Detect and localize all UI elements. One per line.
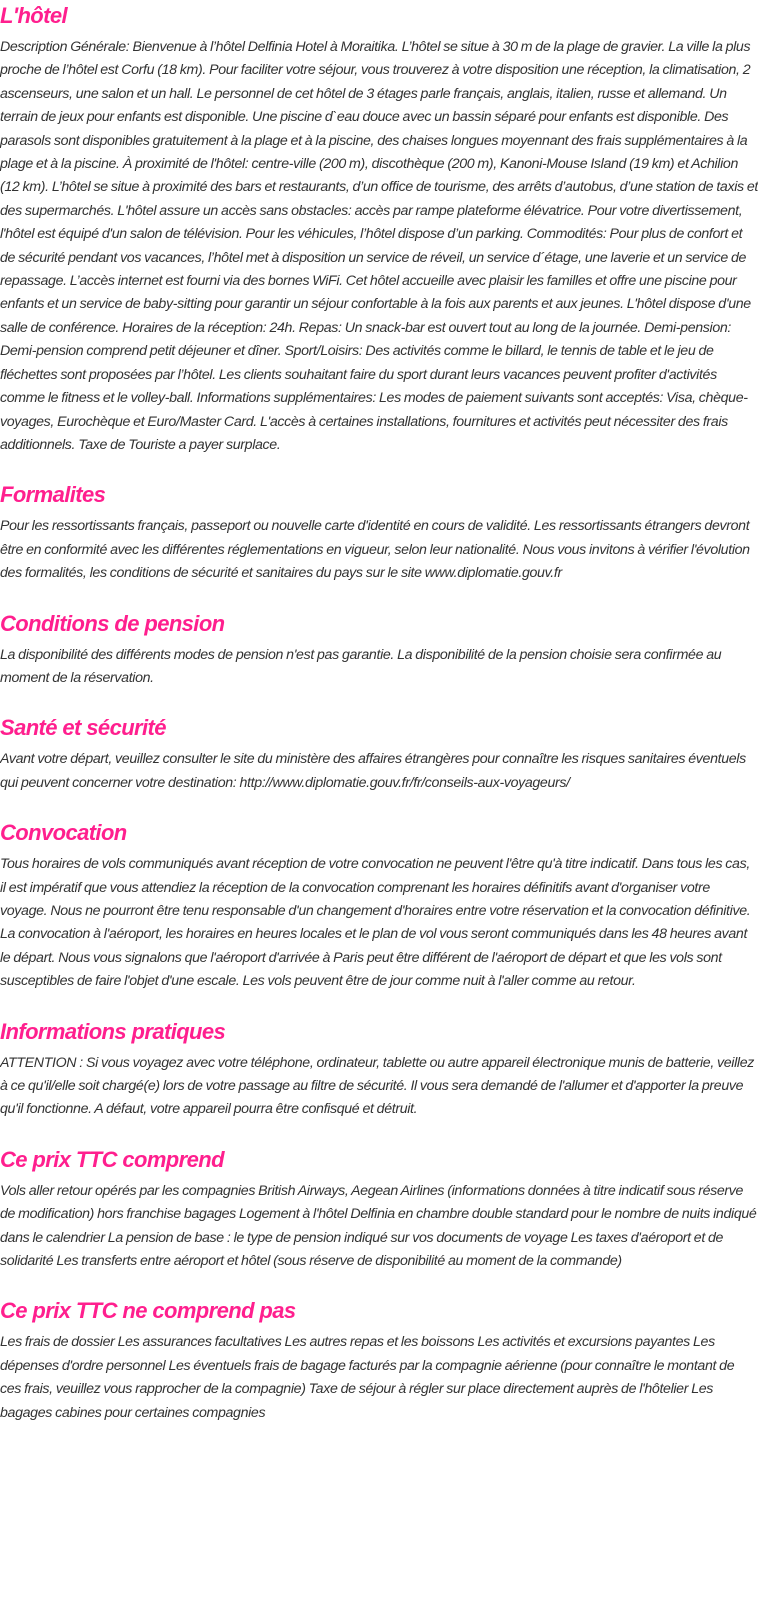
section-sante-et-securite — [0, 712, 758, 795]
section-conditions-de-pension — [0, 608, 758, 691]
section-body: Tous horaires de vols communiqués avant réception de votre convocation ne peuvent l'être qu'à titre indicatif. Dans tous les cas, il est impératif que vous attendiez la réception de la convocation comprenant les horaires définitifs avant d'organiser votre voyage. Nous ne pourront être tenu responsable d'un changement d'horaires entre votre réservation et la convocation définitive. La convocation à l'aéroport, les horaires en heures locales et le plan de vol vous seront communiqués dans les 48 heures avant le départ. Nous vous signalons que l'aéroport d'arrivée à Paris peut être différent de l'aéroport de départ et que les vols sont susceptibles de faire l'objet d'une escale. Les vols peuvent être de jour comme nuit à l'aller comme au retour. — [0, 856, 751, 990]
section-body: Description Générale: Bienvenue à l’hôtel Delfinia Hotel à Moraitika. L’hôtel se situe à 30 m de la plage de gravier. La ville la plus proche de l’hôtel est Corfu (18 km). Pour faciliter votre séjour, vous trouverez à votre disposition une réception, la climatisation, 2 ascenseurs, une salon et un hall. Le personnel de cet hôtel de 3 étages parle français, anglais, italien, russe et allemand. Un terrain de jeux pour enfants est disponible. Une piscine d`eau douce avec un bassin séparé pour enfants est disponible. Des parasols sont disponibles gratuitement à la plage et à la piscine, des chaises longues moyennant des frais supplémentaires à la plage et à la piscine. À proximité de l'hôtel: centre-ville (200 m), discothèque (200 m), Kanoni-Mouse Island (19 km) et Achilion (12 km). L’hôtel se situe à proximité des bars et restaurants, d’un office de tourisme, des arrêts d’autobus, d’une station de taxis et des supermarchés. L'hôtel assure un accès sans obstacles: accès par rampe plateforme élévatrice. Pour votre divertissement, l'hôtel est équipé d'un salon de télévision. Pour les véhicules, l’hôtel dispose d’un parking. Commodités: Pour plus de confort et de sécurité pendant vos vacances, l’hôtel met à disposition un service de réveil, un service d´étage, une laverie et un service de repassage. L’accès internet est fourni via des bornes WiFi. Cet hôtel accueille avec plaisir les familles et offre une piscine pour enfants et un service de baby-sitting pour garantir un séjour confortable à la fois aux parents et aux jeunes. L'hôtel dispose d'une salle de conférence. Horaires de la réception: 24h. Repas: Un snack-bar est ouvert tout au long de la journée. Demi-pension: Demi-pension comprend petit déjeuner et dîner. Sport/Loisirs: Des activités comme le billard, le tennis de table et le jeu de fléchettes sont proposées par l’hôtel. Les clients souhaitant faire du sport durant leurs vacances peuvent profiter d'activités comme le fitness et le volley-ball. Informations supplémentaires: Les modes de paiement suivants sont acceptés: Visa, chèque-voyages, Eurochèque et Euro/Master Card. L'accès à certaines installations, fournitures et activités peut nécessiter des frais additionnels. Taxe de Touriste a payer surplace. — [0, 39, 758, 453]
section-prix-comprend — [0, 1144, 758, 1274]
section-body: La disponibilité des différents modes de pension n'est pas garantie. La disponibilité de la pension choisie sera confirmée au moment de la réservation. — [0, 646, 722, 686]
section-title: Ce prix TTC comprend — [0, 1146, 224, 1172]
section-title: Conditions de pension — [0, 610, 225, 636]
section-prix-ne-comprend-pas — [0, 1295, 758, 1425]
section-title: Formalites — [0, 482, 106, 508]
section-divider — [0, 795, 758, 817]
section-body: Avant votre départ, veuillez consulter le site du ministère des affaires étrangères pour connaître les risques sanitaires éventuels qui peuvent concerner votre destination: http://www.diplomatie.gouv.fr/fr/conseils-aux-voyageurs/ — [0, 751, 746, 791]
section-divider — [0, 690, 758, 712]
section-title: Ce prix TTC ne comprend pas — [0, 1298, 296, 1324]
section-hotel — [0, 0, 758, 457]
section-body: Pour les ressortissants français, passeport ou nouvelle carte d'identité en cours de validité. Les ressortissants étrangers devront être en conformité avec les différentes réglementations en vigueur, selon leur nationalité. Nous vous invitons à vérifier l'évolution des formalités, les conditions de sécurité et sanitaires du pays sur le site www.diplomatie.gouv.fr — [0, 518, 750, 582]
section-divider — [0, 1122, 758, 1144]
section-body: Les frais de dossier Les assurances facultatives Les autres repas et les boissons Les activités et excursions payantes Les dépenses d'ordre personnel Les éventuels frais de bagage facturés par la compagnie aérienne (pour connaître le montant de ces frais, veuillez vous rapprocher de la compagnie) Taxe de séjour à régler sur place directement auprès de l'hôtelier Les bagages cabines pour certaines compagnies — [0, 1334, 735, 1421]
section-title: Convocation — [0, 820, 127, 846]
section-informations-pratiques — [0, 1016, 758, 1122]
section-formalites — [0, 479, 758, 585]
section-divider — [0, 994, 758, 1016]
section-divider — [0, 1273, 758, 1295]
section-divider — [0, 586, 758, 608]
section-convocation — [0, 817, 758, 993]
section-title: Informations pratiques — [0, 1018, 226, 1044]
section-divider — [0, 457, 758, 479]
section-title: L'hôtel — [0, 3, 68, 28]
section-body: Vols aller retour opérés par les compagnies British Airways, Aegean Airlines (informations données à titre indicatif sous réserve de modification) hors franchise bagages Logement à l'hôtel Delfinia en chambre double standard pour le nombre de nuits indiqué dans le calendrier La pension de base : le type de pension indiqué sur vos documents de voyage Les taxes d'aéroport et de solidarité Les transferts entre aéroport et hôtel (sous réserve de disponibilité au moment de la commande) — [0, 1182, 757, 1270]
section-body: ATTENTION : Si vous voyagez avec votre téléphone, ordinateur, tablette ou autre appareil électronique munis de batterie, veillez à ce qu'il/elle soit chargé(e) lors de votre passage au filtre de sécurité. Il vous sera demandé de l'allumer et d'apporter la preuve qu'il fonctionne. A défaut, votre appareil pourra être confisqué et détruit. — [0, 1054, 754, 1118]
section-title: Santé et sécurité — [0, 715, 166, 741]
